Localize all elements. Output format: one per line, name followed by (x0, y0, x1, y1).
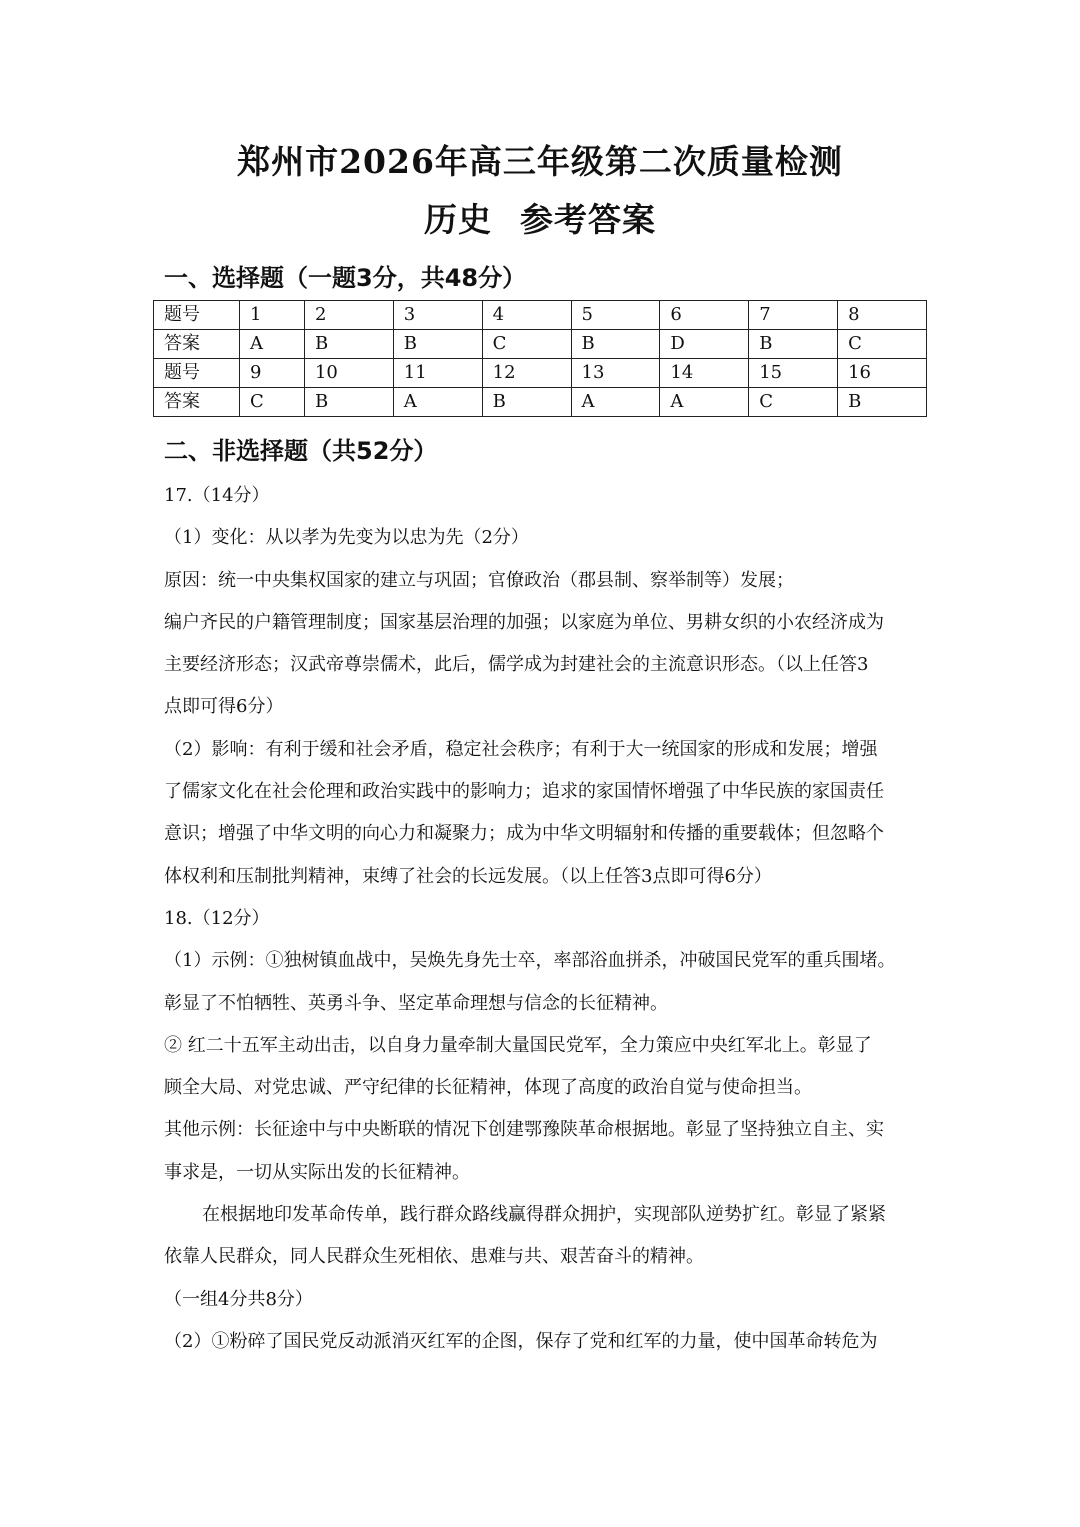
document-subtitle (0, 194, 1080, 241)
text-line: 其他示例：长征途中与中央断联的情况下创建鄂豫陕革命根据地。彰显了坚持独立自主、实 (164, 1119, 884, 1141)
table-cell: 3 (393, 301, 482, 330)
table-cell: B (304, 388, 393, 417)
text-line: 在根据地印发革命传单，践行群众路线赢得群众拥护，实现部队逆势扩红。彰显了紧紧 (202, 1204, 886, 1226)
text-line: （1）示例：①独树镇血战中，吴焕先身先士卒，率部浴血拼杀，冲破国民党军的重兵围堵。 (164, 950, 896, 972)
text-line: 点即可得6分） (164, 696, 284, 718)
table-cell: B (482, 388, 571, 417)
table-cell: A (571, 388, 660, 417)
text-line: 体权利和压制批判精神，束缚了社会的长远发展。（以上任答3点即可得6分） (164, 865, 772, 887)
subject-label: 历史 (424, 200, 492, 239)
text-line: （2）①粉碎了国民党反动派消灭红军的企图，保存了党和红军的力量，使中国革命转危为 (164, 1330, 878, 1352)
section-heading-multiple-choice: 一、选择题（一题3分，共48分） (164, 264, 527, 292)
table-cell: 15 (749, 359, 838, 388)
table-cell: 9 (240, 359, 305, 388)
text-line: 事求是，一切从实际出发的长征精神。 (164, 1161, 470, 1183)
table-row (154, 359, 927, 388)
text-line: 彰显了不怕牺牲、英勇斗争、坚定革命理想与信念的长征精神。 (164, 992, 668, 1014)
table-cell: 14 (660, 359, 749, 388)
answer-key-label: 参考答案 (520, 200, 656, 239)
table-cell: 16 (838, 359, 927, 388)
text-line: （1）变化：从以孝为先变为以忠为先（2分） (164, 527, 529, 549)
table-cell: 4 (482, 301, 571, 330)
table-cell: 1 (240, 301, 305, 330)
table-cell: C (482, 330, 571, 359)
text-line: 原因：统一中央集权国家的建立与巩固；官僚政治（郡县制、察举制等）发展； (164, 569, 794, 591)
text-line: 主要经济形态；汉武帝尊崇儒术，此后，儒学成为封建社会的主流意识形态。（以上任答3 (164, 654, 869, 676)
text-line: （一组4分共8分） (164, 1288, 313, 1310)
table-cell: 10 (304, 359, 393, 388)
table-cell: 11 (393, 359, 482, 388)
text-line: 17.（14分） (164, 485, 270, 506)
table-cell: B (838, 388, 927, 417)
table-cell: B (393, 330, 482, 359)
text-line: 意识；增强了中华文明的向心力和凝聚力；成为中华文明辐射和传播的重要载体；但忽略个 (164, 823, 884, 845)
table-cell: B (304, 330, 393, 359)
answer-table (153, 300, 927, 417)
table-cell: 12 (482, 359, 571, 388)
text-line: 18.（12分） (164, 907, 270, 929)
text-line: 编户齐民的户籍管理制度；国家基层治理的加强；以家庭为单位、男耕女织的小农经济成为 (164, 611, 884, 633)
document-title: 郑州市2026年高三年级第二次质量检测 (237, 142, 843, 181)
table-cell: 7 (749, 301, 838, 330)
table-cell: A (393, 388, 482, 417)
row-label: 题号 (154, 359, 240, 388)
table-row (154, 301, 927, 330)
table-cell: C (749, 388, 838, 417)
row-label: 题号 (154, 301, 240, 330)
text-line: 依靠人民群众，同人民群众生死相依、患难与共、艰苦奋斗的精神。 (164, 1246, 704, 1268)
table-cell: B (749, 330, 838, 359)
table-cell: C (838, 330, 927, 359)
section-heading-non-choice: 二、非选择题（共52分） (164, 437, 438, 465)
table-cell: 6 (660, 301, 749, 330)
text-line: ② 红二十五军主动出击，以自身力量牵制大量国民党军，全力策应中央红军北上。彰显了 (164, 1034, 872, 1056)
table-cell: 8 (838, 301, 927, 330)
row-label: 答案 (154, 330, 240, 359)
table-row (154, 388, 927, 417)
table-cell: A (660, 388, 749, 417)
table-cell: D (660, 330, 749, 359)
table-cell: C (240, 388, 305, 417)
table-cell: B (571, 330, 660, 359)
table-cell: 5 (571, 301, 660, 330)
table-cell: A (240, 330, 305, 359)
table-row (154, 330, 927, 359)
table-cell: 2 (304, 301, 393, 330)
table-cell: 13 (571, 359, 660, 388)
answer-text-body (164, 481, 924, 1369)
text-line: 顾全大局、对党忠诚、严守纪律的长征精神，体现了高度的政治自觉与使命担当。 (164, 1077, 812, 1099)
row-label: 答案 (154, 388, 240, 417)
text-line: 了儒家文化在社会伦理和政治实践中的影响力；追求的家国情怀增强了中华民族的家国责任 (164, 781, 884, 803)
text-line: （2）影响：有利于缓和社会矛盾，稳定社会秩序；有利于大一统国家的形成和发展；增强 (164, 738, 878, 760)
